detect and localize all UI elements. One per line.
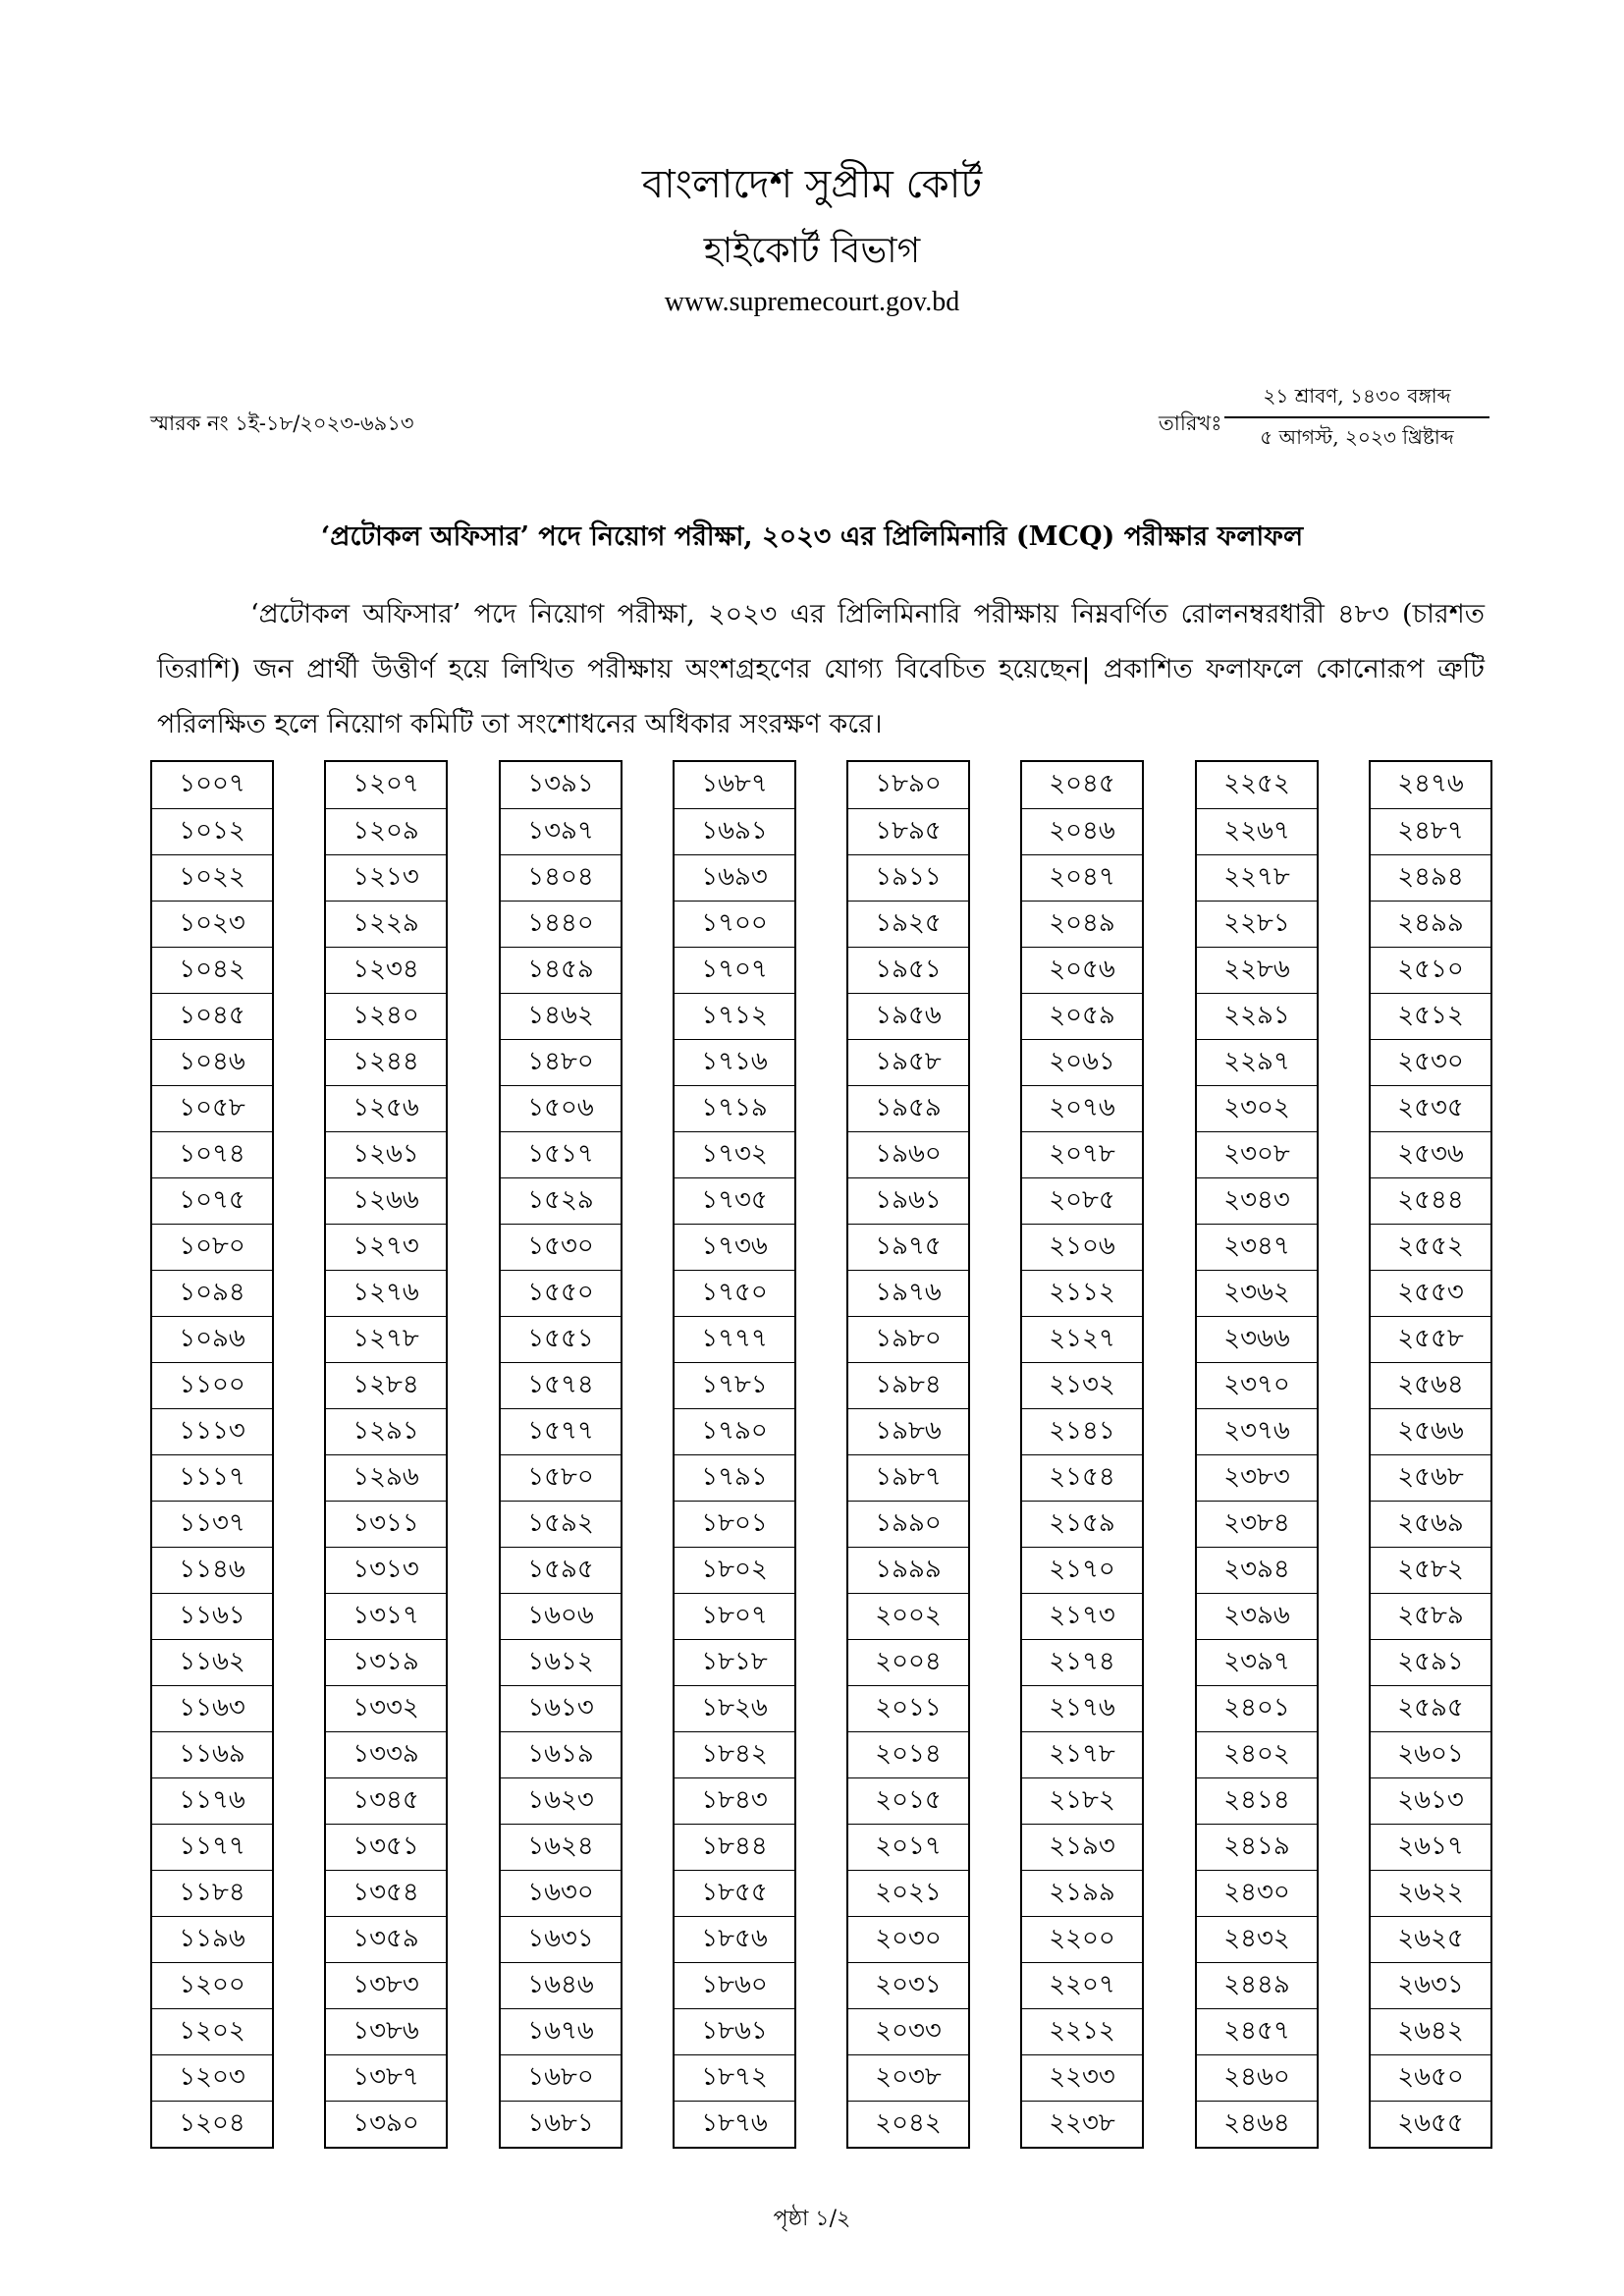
- roll-number-cell: ১৬২৩: [501, 1777, 621, 1824]
- roll-number-cell: ১৩৪৫: [326, 1777, 446, 1824]
- roll-number-cell: ২৪১৪: [1197, 1777, 1317, 1824]
- roll-number-cell: ২২০০: [1022, 1916, 1142, 1962]
- roll-number-cell: ২৩৬৬: [1197, 1316, 1317, 1362]
- roll-number-cell: ১৯৫৬: [848, 993, 968, 1039]
- roll-number-cell: ১৭১৬: [675, 1039, 794, 1085]
- roll-number-cell: ২৪৯৯: [1371, 901, 1490, 947]
- roll-number-cell: ১৫৭৪: [501, 1362, 621, 1408]
- roll-number-cell: ২০০৪: [848, 1639, 968, 1685]
- roll-number-cell: ২২১২: [1022, 2008, 1142, 2054]
- results-column: [673, 760, 796, 2149]
- roll-number-cell: ১৩৯১: [527, 769, 594, 798]
- roll-number-cell: ১৫৯২: [501, 1501, 621, 1547]
- roll-number-cell: ২৬০১: [1371, 1731, 1490, 1777]
- website-url: www.supremecourt.gov.bd: [664, 287, 960, 317]
- roll-number-cell: ২০৩১: [848, 1962, 968, 2008]
- roll-number-cell: ১৩৩২: [326, 1685, 446, 1731]
- roll-number-cell: ১২৩৪: [326, 947, 446, 993]
- roll-number-cell: ১০২২: [152, 854, 272, 901]
- roll-number-cell: ১০০৭: [179, 769, 245, 798]
- roll-number-cell: ১৫৫০: [501, 1270, 621, 1316]
- roll-number-cell: ২০৩০: [848, 1916, 968, 1962]
- roll-number-cell: ১৫৮০: [501, 1454, 621, 1501]
- date-bengali: ২১ শ্রাবণ, ১৪৩০ বঙ্গাব্দ: [1263, 384, 1451, 408]
- roll-number-cell: ২১৯৩: [1022, 1824, 1142, 1870]
- roll-number-cell: ২৪৪৯: [1197, 1962, 1317, 2008]
- roll-number-cell: ২৩৮৩: [1197, 1454, 1317, 1501]
- results-column: [1369, 760, 1492, 2149]
- roll-number-cell: ২১৫৯: [1022, 1501, 1142, 1547]
- roll-number-cell: ১৮৯০: [875, 769, 942, 798]
- roll-number-cell: ১৭১২: [675, 993, 794, 1039]
- roll-number-cell: ২৫৯১: [1371, 1639, 1490, 1685]
- roll-number-cell: ১১৬১: [152, 1593, 272, 1639]
- roll-number-cell: ২৪৩২: [1197, 1916, 1317, 1962]
- roll-number-cell: ২৩৬২: [1197, 1270, 1317, 1316]
- roll-number-cell: ১৬১২: [501, 1639, 621, 1685]
- roll-number-cell: ১৯৫৮: [848, 1039, 968, 1085]
- roll-number-cell: ১৮৪৩: [675, 1777, 794, 1824]
- roll-number-cell: ২৫৫২: [1371, 1224, 1490, 1270]
- roll-number-cell: ২২৫২: [1223, 769, 1290, 798]
- roll-number-cell: ২৫৮৯: [1371, 1593, 1490, 1639]
- roll-number-cell: ১৭০৭: [675, 947, 794, 993]
- roll-number-cell: ২১২৭: [1022, 1316, 1142, 1362]
- roll-number-cell: ১৯৭৬: [848, 1270, 968, 1316]
- roll-number-cell: ২০৮৫: [1022, 1177, 1142, 1224]
- roll-number-cell: ১৪০৪: [501, 854, 621, 901]
- roll-number-cell: ১১৭৬: [152, 1777, 272, 1824]
- roll-number-cell: ২৩৯৬: [1197, 1593, 1317, 1639]
- roll-number-cell: ১১৪৬: [152, 1547, 272, 1593]
- roll-number-cell: ২২০৭: [1022, 1962, 1142, 2008]
- roll-number-cell: ২৫৬৬: [1371, 1408, 1490, 1454]
- roll-number-cell: ২০১৭: [848, 1824, 968, 1870]
- roll-number-cell: ১৭৩২: [675, 1131, 794, 1177]
- roll-number-cell: ১০৮০: [152, 1224, 272, 1270]
- roll-number-cell: ২১৭৮: [1022, 1731, 1142, 1777]
- roll-number-cell: ২৩৭৬: [1197, 1408, 1317, 1454]
- results-column: [846, 760, 970, 2149]
- roll-number-cell: ২৩০৮: [1197, 1131, 1317, 1177]
- roll-number-cell: ১৮৬০: [675, 1962, 794, 2008]
- roll-number-cell: ১৯৬০: [848, 1131, 968, 1177]
- roll-number-cell: ২২৭৮: [1197, 854, 1317, 901]
- roll-number-cell: ২০২১: [848, 1870, 968, 1916]
- roll-number-cell: ১৬২৪: [501, 1824, 621, 1870]
- roll-number-cell: ২৫৮২: [1371, 1547, 1490, 1593]
- roll-number-cell: ১২০৭: [352, 769, 419, 798]
- org-title: বাংলাদেশ সুপ্রীম কোর্ট: [641, 162, 983, 207]
- roll-number-cell: ২২৩৮: [1022, 2101, 1142, 2147]
- roll-number-cell: ২৪৫৭: [1197, 2008, 1317, 2054]
- memo-number: স্মারক নং ১ই-১৮/২০২৩-৬৯১৩: [150, 411, 414, 435]
- roll-number-cell: ১২০৩: [152, 2054, 272, 2101]
- roll-number-cell: ২৫৬৪: [1371, 1362, 1490, 1408]
- roll-number-cell: ১১১৩: [152, 1408, 272, 1454]
- roll-number-cell: ২৫৩৬: [1371, 1131, 1490, 1177]
- roll-number-cell: ১৬৮১: [501, 2101, 621, 2147]
- roll-number-cell: ২৪৬৪: [1197, 2101, 1317, 2147]
- roll-number-cell: ১১৩৭: [152, 1501, 272, 1547]
- roll-number-cell: ১৫৯৫: [501, 1547, 621, 1593]
- roll-number-cell: ২০১৪: [848, 1731, 968, 1777]
- roll-number-cell: ২১৩২: [1022, 1362, 1142, 1408]
- roll-number-cell: ১৮৫৫: [675, 1870, 794, 1916]
- notice-heading: ‘প্রটোকল অফিসার’ পদে নিয়োগ পরীক্ষা, ২০২৩ এর প্রিলিমিনারি (MCQ) পরীক্ষার ফলাফল: [320, 521, 1304, 552]
- roll-number-cell: ২০৩৮: [848, 2054, 968, 2101]
- roll-number-cell: ২৩৪৭: [1197, 1224, 1317, 1270]
- roll-number-cell: ১৬১৯: [501, 1731, 621, 1777]
- roll-number-cell: ২২৮১: [1197, 901, 1317, 947]
- roll-number-cell: ২৫১২: [1371, 993, 1490, 1039]
- results-column: [499, 760, 623, 2149]
- roll-number-cell: ১৯৮৭: [848, 1454, 968, 1501]
- roll-number-cell: ২০৪২: [848, 2101, 968, 2147]
- roll-number-cell: ২১৮২: [1022, 1777, 1142, 1824]
- roll-number-cell: ১৭৩৫: [675, 1177, 794, 1224]
- roll-number-cell: ১২০৪: [152, 2101, 272, 2147]
- roll-number-cell: ২৩৯৪: [1197, 1547, 1317, 1593]
- roll-number-cell: ১৬৭৬: [501, 2008, 621, 2054]
- roll-number-cell: ১৬৯৩: [675, 854, 794, 901]
- roll-number-cell: ১০৪২: [152, 947, 272, 993]
- roll-number-cell: ২৫৩৫: [1371, 1085, 1490, 1131]
- roll-number-cell: ১৮৪২: [675, 1731, 794, 1777]
- roll-number-cell: ১৫২৯: [501, 1177, 621, 1224]
- results-column: [1195, 760, 1319, 2149]
- roll-number-cell: ১৩১৩: [326, 1547, 446, 1593]
- roll-number-cell: ২২৮৬: [1197, 947, 1317, 993]
- results-column: [324, 760, 448, 2149]
- roll-number-cell: ১৩১৭: [326, 1593, 446, 1639]
- roll-number-cell: ১৮০১: [675, 1501, 794, 1547]
- roll-number-cell: ১২৯১: [326, 1408, 446, 1454]
- roll-number-cell: ২০৪৬: [1022, 808, 1142, 854]
- roll-number-cell: ১৪৮০: [501, 1039, 621, 1085]
- roll-number-cell: ১৭৫০: [675, 1270, 794, 1316]
- roll-number-cell: ১১৬৯: [152, 1731, 272, 1777]
- roll-number-cell: ১৭৯১: [675, 1454, 794, 1501]
- roll-number-cell: ১৯৭৫: [848, 1224, 968, 1270]
- roll-number-cell: ১৯১১: [848, 854, 968, 901]
- roll-number-cell: ১৮০৭: [675, 1593, 794, 1639]
- roll-number-cell: ১২৪০: [326, 993, 446, 1039]
- roll-number-cell: ১৬৩০: [501, 1870, 621, 1916]
- roll-number-cell: ১৩৫৯: [326, 1916, 446, 1962]
- roll-number-cell: ২০১১: [848, 1685, 968, 1731]
- roll-number-cell: ১০৯৪: [152, 1270, 272, 1316]
- roll-number-cell: ১২৭৮: [326, 1316, 446, 1362]
- roll-number-cell: ১৭৭৭: [675, 1316, 794, 1362]
- roll-number-cell: ১৭৮১: [675, 1362, 794, 1408]
- roll-number-cell: ২৪৭৬: [1397, 769, 1464, 798]
- roll-number-cell: ২১১২: [1022, 1270, 1142, 1316]
- roll-number-cell: ২৫৫৩: [1371, 1270, 1490, 1316]
- roll-number-cell: ১৩১১: [326, 1501, 446, 1547]
- roll-number-cell: ২০৪৫: [1049, 769, 1115, 798]
- roll-number-cell: ১৮৫৬: [675, 1916, 794, 1962]
- roll-number-cell: ১৮২৬: [675, 1685, 794, 1731]
- roll-number-cell: ১৪৬২: [501, 993, 621, 1039]
- division-title: হাইকোর্ট বিভাগ: [703, 231, 921, 271]
- roll-number-cell: ২১৭০: [1022, 1547, 1142, 1593]
- roll-number-cell: ১৯৫৯: [848, 1085, 968, 1131]
- roll-number-cell: ২৫৩০: [1371, 1039, 1490, 1085]
- roll-number-cell: ১০৭৫: [152, 1177, 272, 1224]
- roll-number-cell: ১১৯৬: [152, 1916, 272, 1962]
- roll-number-cell: ১৭৯০: [675, 1408, 794, 1454]
- roll-number-cell: ১৫৫১: [501, 1316, 621, 1362]
- roll-number-cell: ২২৬৭: [1197, 808, 1317, 854]
- date-block: [1159, 382, 1492, 461]
- roll-number-cell: ২৬৩১: [1371, 1962, 1490, 2008]
- results-column: [1020, 760, 1144, 2149]
- roll-number-cell: ১৩৫৪: [326, 1870, 446, 1916]
- roll-number-cell: ২৫১০: [1371, 947, 1490, 993]
- roll-number-cell: ২৩০২: [1197, 1085, 1317, 1131]
- notice-body: ‘প্রটোকল অফিসার’ পদে নিয়োগ পরীক্ষা, ২০২৩ এর প্রিলিমিনারি পরীক্ষায় নিম্নবর্ণিত রোলনম্বরধারী ৪৮৩ (চারশত তিরাশি) জন প্রার্থী উত্তীর্ণ হয়ে লিখিত পরীক্ষায় অংশগ্রহণের যোগ্য বিবেচিত হয়েছেন| প্রকাশিত ফলাফলে কোনোরূপ ত্রুটি পরিলক্ষিত হলে নিয়োগ কমিটি তা সংশোধনের অধিকার সংরক্ষণ করে।: [157, 599, 1485, 739]
- results-column: [150, 760, 274, 2149]
- roll-number-cell: ১৯৬১: [848, 1177, 968, 1224]
- roll-number-cell: ১৬৪৬: [501, 1962, 621, 2008]
- roll-number-cell: ১৯৯০: [848, 1501, 968, 1547]
- roll-number-cell: ২৪৬০: [1197, 2054, 1317, 2101]
- roll-number-cell: ১০৭৪: [152, 1131, 272, 1177]
- roll-number-cell: ১২১৩: [326, 854, 446, 901]
- roll-number-cell: ২১৭৪: [1022, 1639, 1142, 1685]
- results-table: [150, 760, 1492, 2151]
- roll-number-cell: ১৮৭২: [675, 2054, 794, 2101]
- roll-number-cell: ১৬৩১: [501, 1916, 621, 1962]
- roll-number-cell: ১১৬৩: [152, 1685, 272, 1731]
- roll-number-cell: ১৯২৫: [848, 901, 968, 947]
- roll-number-cell: ১৮৯৫: [848, 808, 968, 854]
- roll-number-cell: ১২৯৬: [326, 1454, 446, 1501]
- roll-number-cell: ২৩৪৩: [1197, 1177, 1317, 1224]
- roll-number-cell: ১১১৭: [152, 1454, 272, 1501]
- roll-number-cell: ১২৮৪: [326, 1362, 446, 1408]
- roll-number-cell: ১২০৯: [326, 808, 446, 854]
- roll-number-cell: ২০১৫: [848, 1777, 968, 1824]
- roll-number-cell: ২২৯৭: [1197, 1039, 1317, 1085]
- roll-number-cell: ২৫৪৪: [1371, 1177, 1490, 1224]
- roll-number-cell: ১২৫৬: [326, 1085, 446, 1131]
- roll-number-cell: ২৪৮৭: [1371, 808, 1490, 854]
- roll-number-cell: ২৪০১: [1197, 1685, 1317, 1731]
- date-gregorian: ৫ আগস্ট, ২০২৩ খ্রিষ্টাব্দ: [1260, 425, 1454, 449]
- roll-number-cell: ২৪৯৪: [1371, 854, 1490, 901]
- roll-number-cell: ১৬৮৭: [701, 769, 768, 798]
- roll-number-cell: ১৮৬১: [675, 2008, 794, 2054]
- roll-number-cell: ১২৭৬: [326, 1270, 446, 1316]
- roll-number-cell: ২৫৬৯: [1371, 1501, 1490, 1547]
- roll-number-cell: ২৫৬৮: [1371, 1454, 1490, 1501]
- roll-number-cell: ১২৭৩: [326, 1224, 446, 1270]
- roll-number-cell: ১০৪৫: [152, 993, 272, 1039]
- roll-number-cell: ২১০৬: [1022, 1224, 1142, 1270]
- roll-number-cell: ২০৪৭: [1022, 854, 1142, 901]
- roll-number-cell: ১৮৪৪: [675, 1824, 794, 1870]
- roll-number-cell: ২৩৯৭: [1197, 1639, 1317, 1685]
- roll-number-cell: ১৭০০: [675, 901, 794, 947]
- roll-number-cell: ২২৯১: [1197, 993, 1317, 1039]
- roll-number-cell: ২৩৮৪: [1197, 1501, 1317, 1547]
- roll-number-cell: ২৪১৯: [1197, 1824, 1317, 1870]
- roll-number-cell: ১২৬৬: [326, 1177, 446, 1224]
- roll-number-cell: ২১৫৪: [1022, 1454, 1142, 1501]
- roll-number-cell: ১৬৯১: [675, 808, 794, 854]
- roll-number-cell: ২৬২২: [1371, 1870, 1490, 1916]
- roll-number-cell: ১৭৩৬: [675, 1224, 794, 1270]
- roll-number-cell: ১০৯৬: [152, 1316, 272, 1362]
- roll-number-cell: ২৫৫৮: [1371, 1316, 1490, 1362]
- roll-number-cell: ২০৬১: [1022, 1039, 1142, 1085]
- roll-number-cell: ১০৫৮: [152, 1085, 272, 1131]
- roll-number-cell: ২১৭৬: [1022, 1685, 1142, 1731]
- roll-number-cell: ২২৩৩: [1022, 2054, 1142, 2101]
- roll-number-cell: ২৩৭০: [1197, 1362, 1317, 1408]
- roll-number-cell: ১৯৮০: [848, 1316, 968, 1362]
- roll-number-cell: ২৪৩০: [1197, 1870, 1317, 1916]
- roll-number-cell: ২৪০২: [1197, 1731, 1317, 1777]
- roll-number-cell: ২৬৪২: [1371, 2008, 1490, 2054]
- roll-number-cell: ২০৩৩: [848, 2008, 968, 2054]
- roll-number-cell: ১৩৮৬: [326, 2008, 446, 2054]
- roll-number-cell: ১৩৮৭: [326, 2054, 446, 2101]
- roll-number-cell: ১২২৯: [326, 901, 446, 947]
- roll-number-cell: ১৩৮৩: [326, 1962, 446, 2008]
- roll-number-cell: ১৩৯০: [326, 2101, 446, 2147]
- roll-number-cell: ১৯৮৬: [848, 1408, 968, 1454]
- roll-number-cell: ১৫৭৭: [501, 1408, 621, 1454]
- roll-number-cell: ১২৪৪: [326, 1039, 446, 1085]
- roll-number-cell: ২০৭৮: [1022, 1131, 1142, 1177]
- roll-number-cell: ২১৭৩: [1022, 1593, 1142, 1639]
- roll-number-cell: ২০০২: [848, 1593, 968, 1639]
- roll-number-cell: ১৯৯৯: [848, 1547, 968, 1593]
- roll-number-cell: ১৬০৬: [501, 1593, 621, 1639]
- roll-number-cell: ১৩৫১: [326, 1824, 446, 1870]
- roll-number-cell: ১১০০: [152, 1362, 272, 1408]
- roll-number-cell: ১৬৮০: [501, 2054, 621, 2101]
- roll-number-cell: ১২০০: [152, 1962, 272, 2008]
- roll-number-cell: ১৫৩০: [501, 1224, 621, 1270]
- roll-number-cell: ২০৫৯: [1022, 993, 1142, 1039]
- roll-number-cell: ২৫৯৫: [1371, 1685, 1490, 1731]
- roll-number-cell: ১৮৭৬: [675, 2101, 794, 2147]
- page-number: পৃষ্ঠা ১/২: [773, 2207, 851, 2231]
- roll-number-cell: ১৬১৩: [501, 1685, 621, 1731]
- roll-number-cell: ১৪৪০: [501, 901, 621, 947]
- roll-number-cell: ১১৮৪: [152, 1870, 272, 1916]
- roll-number-cell: ২৬১৭: [1371, 1824, 1490, 1870]
- roll-number-cell: ১৩৩৯: [326, 1731, 446, 1777]
- roll-number-cell: ২১৪১: [1022, 1408, 1142, 1454]
- roll-number-cell: ১৫০৬: [501, 1085, 621, 1131]
- roll-number-cell: ২০৫৬: [1022, 947, 1142, 993]
- roll-number-cell: ১৩১৯: [326, 1639, 446, 1685]
- date-label: তারিখঃ: [1159, 411, 1222, 435]
- roll-number-cell: ১৮১৮: [675, 1639, 794, 1685]
- roll-number-cell: ২০৭৬: [1022, 1085, 1142, 1131]
- roll-number-cell: ১৮০২: [675, 1547, 794, 1593]
- roll-number-cell: ১২০২: [152, 2008, 272, 2054]
- roll-number-cell: ২৬৫০: [1371, 2054, 1490, 2101]
- roll-number-cell: ১০১২: [152, 808, 272, 854]
- roll-number-cell: ২৬২৫: [1371, 1916, 1490, 1962]
- roll-number-cell: ১২৬১: [326, 1131, 446, 1177]
- roll-number-cell: ১৪৫৯: [501, 947, 621, 993]
- roll-number-cell: ২৬১৩: [1371, 1777, 1490, 1824]
- roll-number-cell: ২১৯৯: [1022, 1870, 1142, 1916]
- roll-number-cell: ১৯৮৪: [848, 1362, 968, 1408]
- roll-number-cell: ১৫১৭: [501, 1131, 621, 1177]
- roll-number-cell: ২০৪৯: [1022, 901, 1142, 947]
- roll-number-cell: ১৯৫১: [848, 947, 968, 993]
- date-divider: [1224, 416, 1489, 418]
- roll-number-cell: ২৬৫৫: [1371, 2101, 1490, 2147]
- roll-number-cell: ১০২৩: [152, 901, 272, 947]
- roll-number-cell: ১১৭৭: [152, 1824, 272, 1870]
- roll-number-cell: ১৩৯৭: [501, 808, 621, 854]
- roll-number-cell: ১১৬২: [152, 1639, 272, 1685]
- roll-number-cell: ১৭১৯: [675, 1085, 794, 1131]
- roll-number-cell: ১০৪৬: [152, 1039, 272, 1085]
